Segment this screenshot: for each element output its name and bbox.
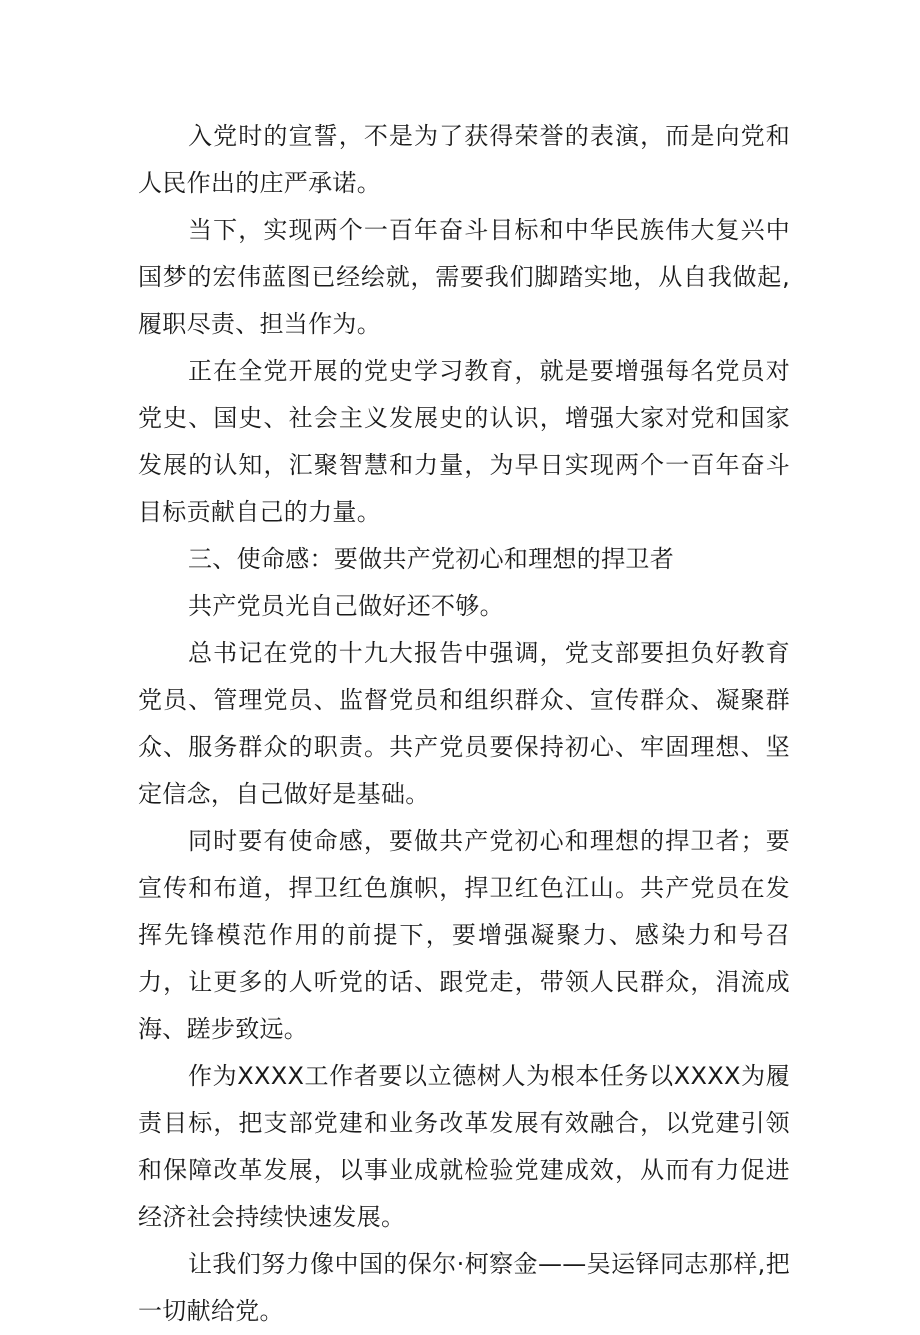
document-body <box>138 113 790 1335</box>
paragraph-blueprint: 当下，实现两个一百年奋斗目标和中华民族伟大复兴中国梦的宏伟蓝图已经绘就，需要我们脚踏实地，从自我做起,履职尽责、担当作为。 <box>138 216 790 338</box>
paragraph-party-history: 正在全党开展的党史学习教育，就是要增强每名党员对党史、国史、社会主义发展史的认识，增强大家对党和国家发展的认知，汇聚智慧和力量，为早日实现两个一百年奋斗目标贡献自己的力量。 <box>138 357 790 526</box>
paragraph-sense-of-mission: 同时要有使命感，要做共产党初心和理想的捍卫者；要宣传和布道，捍卫红色旗帜，捍卫红色江山。共产党员在发挥先锋模范作用的前提下，要增强凝聚力、感染力和号召力，让更多的人听党的话、跟党走，带领人民群众，涓流成海、蹉步致远。 <box>138 827 790 1043</box>
paragraph-not-enough: 共产党员光自己做好还不够。 <box>188 592 504 620</box>
paragraph-oath: 入党时的宣誓，不是为了获得荣誉的表演，而是向党和人民作出的庄严承诺。 <box>138 122 790 197</box>
section-heading-mission: 三、使命感：要做共产党初心和理想的捍卫者 <box>188 545 674 573</box>
paragraph-worker-goals: 作为XXXX工作者要以立德树人为根本任务以XXXX为履责目标，把支部党建和业务改革发展有效融合，以党建引领和保障改革发展，以事业成就检验党建成效，从而有力促进经济社会持续快速发展。 <box>138 1062 790 1231</box>
paragraph-closing: 让我们努力像中国的保尔·柯察金——吴运铎同志那样,把一切献给党。 <box>138 1250 790 1325</box>
paragraph-branch-duties: 总书记在党的十九大报告中强调，党支部要担负好教育党员、管理党员、监督党员和组织群众、宣传群众、凝聚群众、服务群众的职责。共产党员要保持初心、牢固理想、坚定信念，自己做好是基础。 <box>138 639 790 808</box>
